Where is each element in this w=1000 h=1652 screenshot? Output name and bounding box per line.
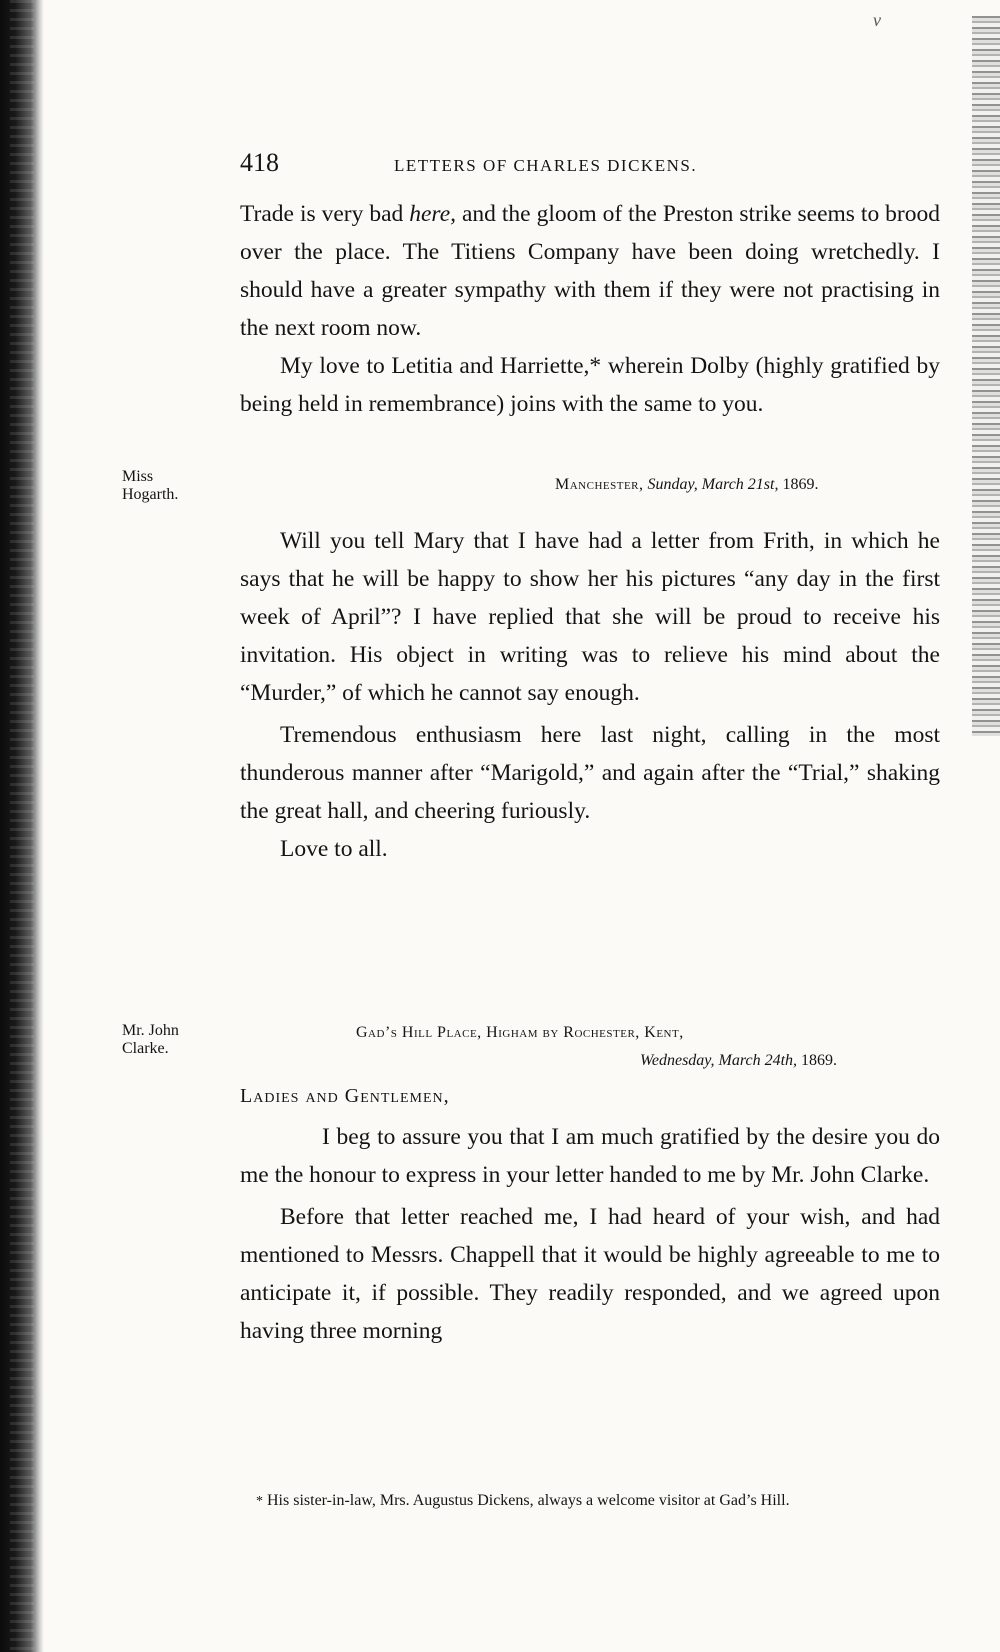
page-number: 418: [240, 148, 279, 177]
top-section: [240, 195, 940, 423]
paragraph: Love to all.: [280, 836, 388, 862]
paragraph: Before that letter reached me, I had heard of your wish, and had mentioned to Messrs. Chappell that it would be highly agreeable to me to anticipate it, if possible. They readily responded, and we agreed upon having three morning: [240, 1204, 940, 1344]
letter-salutation: Ladies and Gentlemen,: [240, 1085, 450, 1107]
page-edge-shadow: [972, 16, 1000, 736]
paragraph: Will you tell Mary that I have had a letter from Frith, in which he says that he will be happy to show her his pictures “any day in the first week of April”? I have replied that she will be proud to receive his invitation. His object in writing was to relieve his mind about the “Murder,” of which he cannot say enough.: [240, 528, 940, 706]
corner-mark: v: [873, 10, 881, 30]
paragraph: Trade is very bad here, and the gloom of the Preston strike seems to brood over the place. The Titiens Company have been doing wretchedly. I should have a greater sympathy with them if they were not practising in the next room now.: [240, 201, 940, 341]
letter-date: Wednesday, March 24th, 1869.: [640, 1052, 838, 1069]
paragraph: My love to Letitia and Harriette,* wherein Dolby (highly gratified by being held in remembrance) joins with the same to you.: [240, 353, 940, 417]
footnote: [240, 1490, 940, 1513]
paragraph: Tremendous enthusiasm here last night, calling in the most thunderous manner after “Marigold,” and again after the “Trial,” shaking the great hall, and cheering furiously.: [240, 722, 940, 824]
recipient-note-clarke: Mr. John Clarke.: [122, 1022, 179, 1057]
letter-address: Gad’s Hill Place, Higham by Rochester, Kent,: [356, 1024, 684, 1041]
footnote-text: His sister-in-law, Mrs. Augustus Dickens, always a welcome visitor at Gad’s Hill.: [267, 1492, 790, 1509]
letter-body-clarke: [240, 1118, 940, 1350]
running-title: LETTERS OF CHARLES DICKENS.: [394, 156, 698, 175]
book-binding-shadow: [0, 0, 44, 1652]
letter-dateline: Manchester, Sunday, March 21st, 1869.: [555, 476, 819, 493]
paragraph: I beg to assure you that I am much gratified by the desire you do me the honour to express in your letter handed to me by Mr. John Clarke.: [240, 1124, 940, 1188]
footnote-mark: *: [256, 1494, 263, 1509]
letter-body-hogarth: [240, 522, 940, 868]
running-head: [240, 148, 940, 184]
recipient-note-hogarth: Miss Hogarth.: [122, 468, 179, 503]
